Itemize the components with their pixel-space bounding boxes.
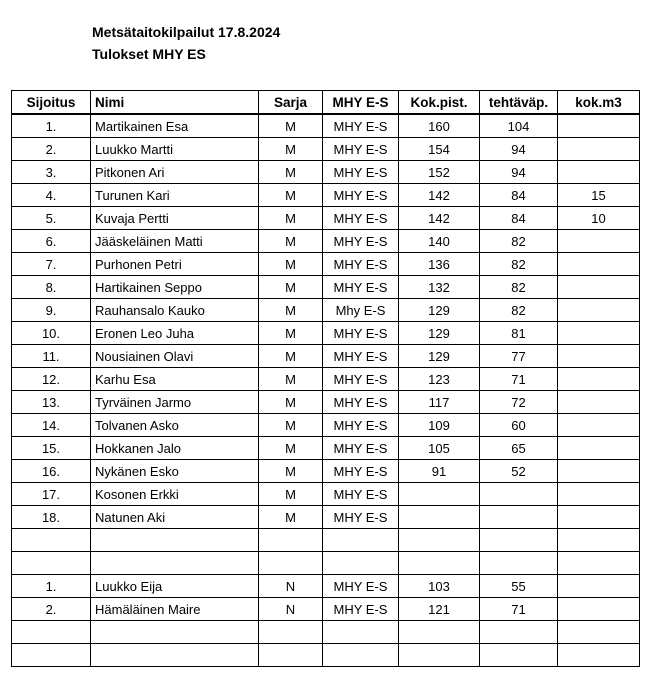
col-header-name: Nimi xyxy=(91,91,259,115)
name-cell: Pitkonen Ari xyxy=(91,161,259,184)
table-row xyxy=(12,299,640,322)
rank-cell: 2. xyxy=(12,598,91,621)
table-row xyxy=(12,276,640,299)
rank-cell: 4. xyxy=(12,184,91,207)
m3-cell xyxy=(558,414,640,437)
club-cell: MHY E-S xyxy=(323,483,399,506)
task-cell: 77 xyxy=(480,345,558,368)
series-cell: N xyxy=(259,598,323,621)
empty-cell xyxy=(12,644,91,667)
name-cell: Turunen Kari xyxy=(91,184,259,207)
empty-cell xyxy=(259,621,323,644)
task-cell: 94 xyxy=(480,161,558,184)
rank-cell: 1. xyxy=(12,114,91,138)
series-cell: M xyxy=(259,161,323,184)
points-cell: 117 xyxy=(399,391,480,414)
m3-cell xyxy=(558,483,640,506)
rank-cell: 11. xyxy=(12,345,91,368)
rank-cell: 17. xyxy=(12,483,91,506)
table-row xyxy=(12,207,640,230)
m3-cell xyxy=(558,138,640,161)
results-body xyxy=(12,114,640,667)
m3-cell xyxy=(558,575,640,598)
table-row xyxy=(12,230,640,253)
table-row xyxy=(12,598,640,621)
rank-cell: 5. xyxy=(12,207,91,230)
series-cell: M xyxy=(259,184,323,207)
m3-cell xyxy=(558,345,640,368)
table-row xyxy=(12,184,640,207)
name-cell: Luukko Martti xyxy=(91,138,259,161)
task-cell: 82 xyxy=(480,276,558,299)
name-cell: Purhonen Petri xyxy=(91,253,259,276)
club-cell: MHY E-S xyxy=(323,230,399,253)
table-row xyxy=(12,437,640,460)
empty-cell xyxy=(91,529,259,552)
series-cell: M xyxy=(259,345,323,368)
club-cell: MHY E-S xyxy=(323,506,399,529)
table-row xyxy=(12,114,640,138)
m3-cell xyxy=(558,368,640,391)
series-cell: M xyxy=(259,253,323,276)
task-cell xyxy=(480,506,558,529)
points-cell: 160 xyxy=(399,114,480,138)
rank-cell: 8. xyxy=(12,276,91,299)
rank-cell: 9. xyxy=(12,299,91,322)
name-cell: Rauhansalo Kauko xyxy=(91,299,259,322)
points-cell: 129 xyxy=(399,322,480,345)
page-title: Metsätaitokilpailut 17.8.2024 xyxy=(92,24,281,40)
task-cell: 82 xyxy=(480,299,558,322)
points-cell: 129 xyxy=(399,345,480,368)
empty-cell xyxy=(91,552,259,575)
col-header-rank: Sijoitus xyxy=(12,91,91,115)
name-cell: Hokkanen Jalo xyxy=(91,437,259,460)
club-cell: MHY E-S xyxy=(323,114,399,138)
club-cell: MHY E-S xyxy=(323,345,399,368)
club-cell: MHY E-S xyxy=(323,437,399,460)
empty-row xyxy=(12,644,640,667)
empty-cell xyxy=(91,621,259,644)
rank-cell: 10. xyxy=(12,322,91,345)
empty-cell xyxy=(558,552,640,575)
task-cell: 84 xyxy=(480,184,558,207)
empty-cell xyxy=(399,644,480,667)
club-cell: MHY E-S xyxy=(323,460,399,483)
task-cell: 52 xyxy=(480,460,558,483)
club-cell: MHY E-S xyxy=(323,161,399,184)
points-cell xyxy=(399,506,480,529)
task-cell: 82 xyxy=(480,253,558,276)
m3-cell xyxy=(558,253,640,276)
empty-row xyxy=(12,621,640,644)
col-header-m3: kok.m3 xyxy=(558,91,640,115)
name-cell: Nousiainen Olavi xyxy=(91,345,259,368)
empty-cell xyxy=(323,621,399,644)
col-header-points: Kok.pist. xyxy=(399,91,480,115)
empty-cell xyxy=(259,529,323,552)
points-cell: 140 xyxy=(399,230,480,253)
m3-cell xyxy=(558,161,640,184)
table-row xyxy=(12,575,640,598)
rank-cell: 6. xyxy=(12,230,91,253)
table-row xyxy=(12,161,640,184)
club-cell: MHY E-S xyxy=(323,414,399,437)
m3-cell xyxy=(558,276,640,299)
table-row xyxy=(12,322,640,345)
task-cell: 82 xyxy=(480,230,558,253)
header-row xyxy=(12,91,640,115)
task-cell xyxy=(480,483,558,506)
m3-cell xyxy=(558,598,640,621)
m3-cell xyxy=(558,391,640,414)
name-cell: Luukko Eija xyxy=(91,575,259,598)
rank-cell: 3. xyxy=(12,161,91,184)
series-cell: M xyxy=(259,138,323,161)
series-cell: M xyxy=(259,276,323,299)
task-cell: 84 xyxy=(480,207,558,230)
club-cell: MHY E-S xyxy=(323,253,399,276)
series-cell: M xyxy=(259,322,323,345)
points-cell: 152 xyxy=(399,161,480,184)
task-cell: 71 xyxy=(480,368,558,391)
points-cell xyxy=(399,483,480,506)
table-row xyxy=(12,345,640,368)
m3-cell xyxy=(558,437,640,460)
m3-cell: 15 xyxy=(558,184,640,207)
task-cell: 71 xyxy=(480,598,558,621)
empty-cell xyxy=(323,529,399,552)
series-cell: M xyxy=(259,506,323,529)
club-cell: MHY E-S xyxy=(323,598,399,621)
empty-cell xyxy=(399,552,480,575)
name-cell: Tolvanen Asko xyxy=(91,414,259,437)
club-cell: Mhy E-S xyxy=(323,299,399,322)
name-cell: Karhu Esa xyxy=(91,368,259,391)
rank-cell: 12. xyxy=(12,368,91,391)
club-cell: MHY E-S xyxy=(323,184,399,207)
points-cell: 129 xyxy=(399,299,480,322)
points-cell: 103 xyxy=(399,575,480,598)
table-row xyxy=(12,460,640,483)
series-cell: M xyxy=(259,460,323,483)
series-cell: M xyxy=(259,230,323,253)
name-cell: Nykänen Esko xyxy=(91,460,259,483)
empty-cell xyxy=(259,552,323,575)
empty-cell xyxy=(12,552,91,575)
club-cell: MHY E-S xyxy=(323,368,399,391)
empty-cell xyxy=(399,529,480,552)
name-cell: Tyrväinen Jarmo xyxy=(91,391,259,414)
series-cell: N xyxy=(259,575,323,598)
task-cell: 65 xyxy=(480,437,558,460)
empty-cell xyxy=(480,644,558,667)
rank-cell: 14. xyxy=(12,414,91,437)
table-row xyxy=(12,138,640,161)
table-row xyxy=(12,506,640,529)
m3-cell xyxy=(558,322,640,345)
empty-cell xyxy=(323,644,399,667)
points-cell: 154 xyxy=(399,138,480,161)
series-cell: M xyxy=(259,368,323,391)
empty-cell xyxy=(558,529,640,552)
points-cell: 105 xyxy=(399,437,480,460)
m3-cell xyxy=(558,506,640,529)
m3-cell xyxy=(558,460,640,483)
m3-cell xyxy=(558,114,640,138)
empty-cell xyxy=(12,621,91,644)
rank-cell: 7. xyxy=(12,253,91,276)
table-row xyxy=(12,368,640,391)
club-cell: MHY E-S xyxy=(323,391,399,414)
rank-cell: 13. xyxy=(12,391,91,414)
points-cell: 136 xyxy=(399,253,480,276)
club-cell: MHY E-S xyxy=(323,207,399,230)
club-cell: MHY E-S xyxy=(323,276,399,299)
task-cell: 60 xyxy=(480,414,558,437)
rank-cell: 1. xyxy=(12,575,91,598)
name-cell: Hämäläinen Maire xyxy=(91,598,259,621)
col-header-series: Sarja xyxy=(259,91,323,115)
empty-cell xyxy=(480,552,558,575)
series-cell: M xyxy=(259,483,323,506)
points-cell: 121 xyxy=(399,598,480,621)
series-cell: M xyxy=(259,391,323,414)
points-cell: 123 xyxy=(399,368,480,391)
empty-cell xyxy=(480,621,558,644)
name-cell: Jääskeläinen Matti xyxy=(91,230,259,253)
results-table xyxy=(11,90,640,667)
col-header-club: MHY E-S xyxy=(323,91,399,115)
empty-cell xyxy=(91,644,259,667)
name-cell: Natunen Aki xyxy=(91,506,259,529)
club-cell: MHY E-S xyxy=(323,575,399,598)
table-row xyxy=(12,253,640,276)
m3-cell xyxy=(558,299,640,322)
empty-row xyxy=(12,529,640,552)
empty-cell xyxy=(399,621,480,644)
rank-cell: 15. xyxy=(12,437,91,460)
rank-cell: 18. xyxy=(12,506,91,529)
task-cell: 72 xyxy=(480,391,558,414)
name-cell: Kuvaja Pertti xyxy=(91,207,259,230)
task-cell: 104 xyxy=(480,114,558,138)
points-cell: 142 xyxy=(399,184,480,207)
series-cell: M xyxy=(259,207,323,230)
empty-cell xyxy=(558,621,640,644)
col-header-task: tehtäväp. xyxy=(480,91,558,115)
rank-cell: 2. xyxy=(12,138,91,161)
empty-cell xyxy=(480,529,558,552)
series-cell: M xyxy=(259,299,323,322)
rank-cell: 16. xyxy=(12,460,91,483)
series-cell: M xyxy=(259,114,323,138)
task-cell: 94 xyxy=(480,138,558,161)
name-cell: Hartikainen Seppo xyxy=(91,276,259,299)
club-cell: MHY E-S xyxy=(323,138,399,161)
name-cell: Kosonen Erkki xyxy=(91,483,259,506)
series-cell: M xyxy=(259,414,323,437)
m3-cell: 10 xyxy=(558,207,640,230)
table-row xyxy=(12,391,640,414)
name-cell: Martikainen Esa xyxy=(91,114,259,138)
task-cell: 55 xyxy=(480,575,558,598)
points-cell: 91 xyxy=(399,460,480,483)
table-row xyxy=(12,483,640,506)
points-cell: 132 xyxy=(399,276,480,299)
empty-cell xyxy=(12,529,91,552)
empty-cell xyxy=(558,644,640,667)
empty-row xyxy=(12,552,640,575)
empty-cell xyxy=(259,644,323,667)
table-row xyxy=(12,414,640,437)
points-cell: 109 xyxy=(399,414,480,437)
page-subtitle: Tulokset MHY ES xyxy=(92,46,206,62)
empty-cell xyxy=(323,552,399,575)
m3-cell xyxy=(558,230,640,253)
task-cell: 81 xyxy=(480,322,558,345)
name-cell: Eronen Leo Juha xyxy=(91,322,259,345)
club-cell: MHY E-S xyxy=(323,322,399,345)
points-cell: 142 xyxy=(399,207,480,230)
series-cell: M xyxy=(259,437,323,460)
